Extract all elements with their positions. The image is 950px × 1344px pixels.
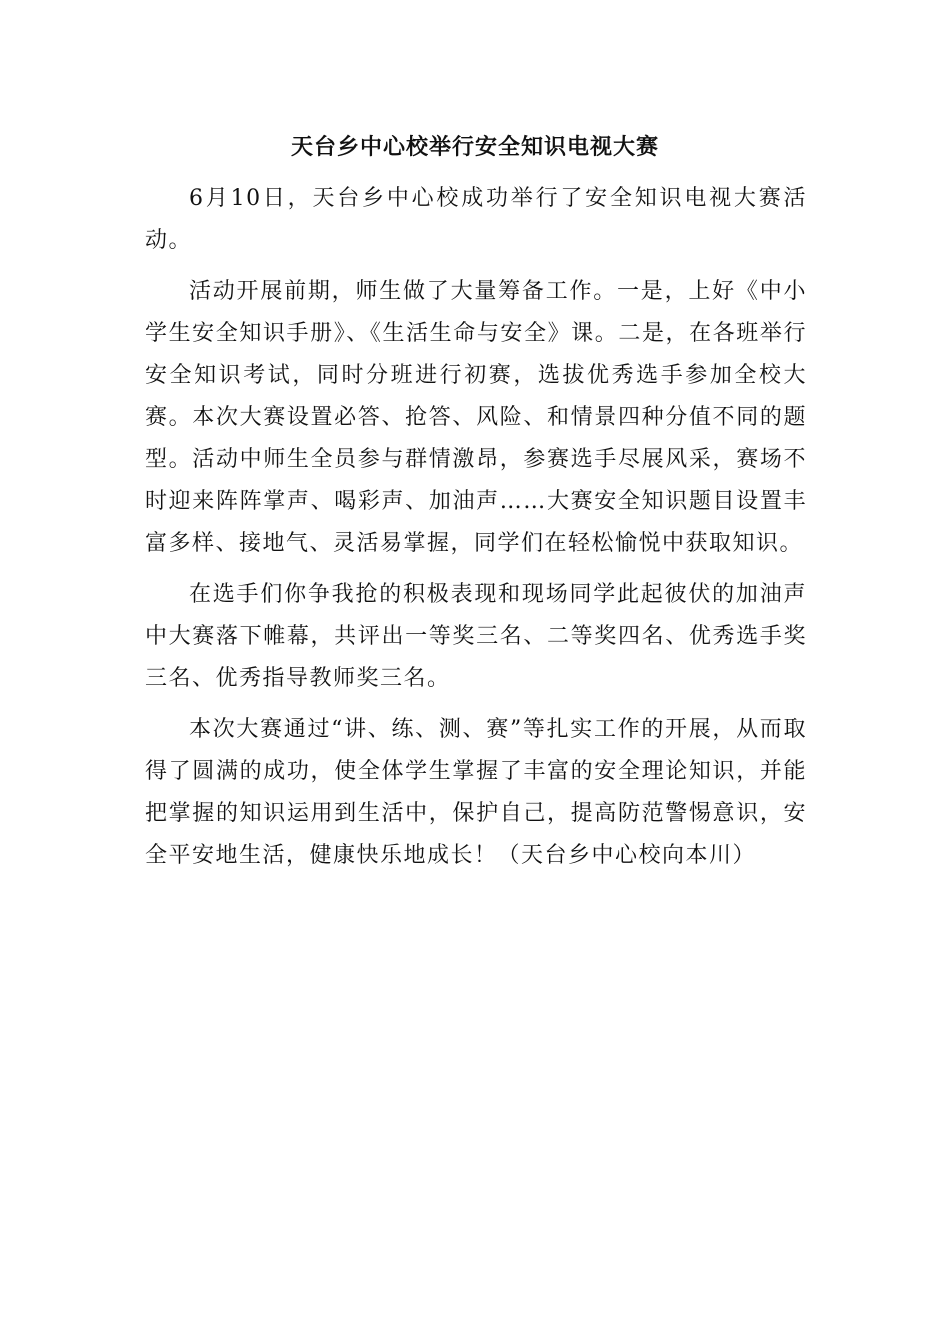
paragraph-event-date: 6月10日，天台乡中心校成功举行了安全知识电视大赛活动。 [145, 186, 807, 253]
paragraph-preparation: 活动开展前期，师生做了大量筹备工作。一是，上好《中小学生安全知识手册》、《生活生命与安全》课。二是，在各班举行安全知识考试，同时分班进行初赛，选拔优秀选手参加全校大赛。本次大赛设置必答、抢答、风险、和情景四种分值不同的题型。活动中师生全员参与群情激昂，参赛选手尽展风采，赛场不时迎来阵阵掌声、喝彩声、加油声……大赛安全知识题目设置丰富多样、接地气、灵活易掌握，同学们在轻松愉悦中获取知识。 [145, 279, 807, 556]
paragraph-awards: 在选手们你争我抢的积极表现和现场同学此起彼伏的加油声中大赛落下帷幕，共评出一等奖三名、二等奖四名、优秀选手奖三名、优秀指导教师奖三名。 [145, 582, 807, 691]
paragraph-conclusion: 本次大赛通过“讲、练、测、赛”等扎实工作的开展，从而取得了圆满的成功，使全体学生掌握了丰富的安全理论知识，并能把掌握的知识运用到生活中，保护自己，提高防范警惕意识，安全平安地生活，健康快乐地成长！（天台乡中心校向本川） [145, 717, 807, 868]
document-title: 天台乡中心校举行安全知识电视大赛 [290, 134, 659, 160]
document-body [145, 178, 807, 886]
